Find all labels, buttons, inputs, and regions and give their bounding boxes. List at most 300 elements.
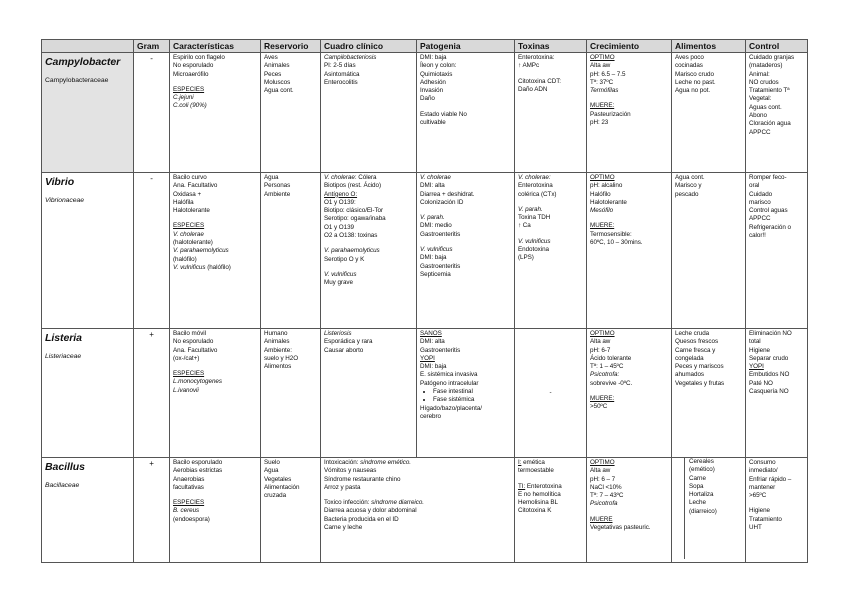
- cell-line: [518, 476, 583, 483]
- cell-line: OPTIMO: [590, 174, 615, 181]
- cell-line: (ox-/cat+): [173, 354, 200, 362]
- bacteria-summary-table: [41, 39, 808, 563]
- cell-line: Asintomática: [324, 70, 360, 78]
- cell-line: Íleon y colon:: [420, 62, 457, 70]
- cell-line: >65ºC: [749, 492, 767, 500]
- cell-line: E no hemolítica: [518, 490, 561, 498]
- caracteristicas-cell: [170, 173, 261, 329]
- cell-line: ahumados: [675, 371, 705, 379]
- cell-line: DMI: alta: [420, 182, 445, 190]
- cell-line: O1 y O139:: [324, 198, 356, 206]
- cell-line: Tratamiento Tª: [749, 87, 790, 95]
- cell-line: Termosensible:: [590, 230, 632, 238]
- cell-line: sobrevive -0ºC.: [590, 379, 633, 387]
- cell-line: cruzada: [264, 492, 287, 500]
- cell-line: Aves poco: [675, 54, 704, 61]
- cell-line: Toxina TDH: [518, 214, 551, 222]
- alimentos-cell: [672, 329, 746, 458]
- cell-line: Colonización ID: [420, 198, 464, 206]
- cell-line: Cloración agua: [749, 120, 791, 128]
- cell-line: OPTIMO: [590, 459, 615, 466]
- cell-line: pescado: [675, 190, 699, 198]
- cell-line: V. cholerae: Cólera: [324, 174, 377, 181]
- cell-line: Alimentación: [264, 483, 300, 491]
- cell-line: Bacilo curvo: [173, 174, 207, 181]
- cell-line: Ana. Facultativo: [173, 346, 218, 354]
- alimentos-cell: [672, 173, 746, 329]
- list-item: • Fase sistémica: [433, 396, 511, 404]
- cell-line: Citotoxina K: [518, 507, 552, 515]
- gram-cell: +: [134, 458, 170, 563]
- cell-line: Serotipo: ogawa/inaba: [324, 215, 386, 223]
- cell-line: Agua cont.: [264, 87, 294, 95]
- cell-line: Oxidasa +: [173, 190, 202, 198]
- cell-line: E. sistémica invasiva: [420, 371, 478, 379]
- cell-line: SANOS: [420, 330, 442, 337]
- cell-line: Endotoxina: [518, 246, 550, 254]
- cell-line: Cuidado granjas: [749, 54, 795, 61]
- family-name: Bacillaceae: [45, 481, 80, 489]
- header-reservorio: Reservorio: [261, 40, 321, 53]
- cell-line: [590, 215, 668, 222]
- cell-line: pH: alcalino: [590, 182, 623, 190]
- cell-line: Gastroenteritis: [420, 230, 461, 238]
- cell-line: [324, 492, 511, 499]
- table-row-bacillus: [42, 458, 808, 563]
- header-caracteristicas: Características: [170, 40, 261, 53]
- cell-line: [590, 388, 668, 395]
- cell-line: Animales: [264, 62, 290, 70]
- table-row-campylobacter: [42, 53, 808, 173]
- cell-line: Higiene: [749, 346, 771, 354]
- cell-line: Agua: [264, 174, 279, 181]
- cell-line: Bacilo móvil: [173, 330, 206, 337]
- table-row-vibrio: [42, 173, 808, 329]
- cell-line: pH: 6.5 – 7.5: [590, 70, 626, 78]
- cell-line: Separar crudo: [749, 354, 789, 362]
- cell-line: Halófila: [173, 198, 194, 206]
- genus-name: Bacillus: [45, 461, 85, 473]
- cell-line: V. cholerae: [173, 230, 204, 238]
- caracteristicas-cell: [170, 53, 261, 173]
- cell-line: Espirilo con flagelo: [173, 54, 225, 61]
- cell-line: Antígeno O:: [324, 190, 358, 198]
- cell-line: pH: 6-7: [590, 346, 611, 354]
- toxinas-cell: [515, 173, 587, 329]
- cell-line: [420, 207, 511, 214]
- cell-line: Campilobacteriosis: [324, 54, 377, 61]
- organism-cell: [42, 173, 134, 329]
- cell-line: Diarrea acuosa y dolor abdominal: [324, 507, 417, 515]
- cell-line: Alimentos: [264, 363, 292, 371]
- crecimiento-cell: [587, 458, 672, 563]
- cell-line: (halotolerante): [173, 239, 213, 247]
- patogenia-bullets: [420, 388, 511, 405]
- cell-line: (endoespora): [173, 515, 210, 523]
- cell-line: Consumo: [749, 459, 776, 466]
- family-name: Campylobacteraceae: [45, 76, 109, 84]
- cell-line: Invasión: [420, 87, 444, 95]
- cell-line: Enterocolitis: [324, 78, 358, 86]
- cell-line: Embutidos NO: [749, 371, 790, 379]
- cell-line: DMI: baja: [420, 54, 447, 61]
- cell-line: V. parahaemolyticus: [324, 247, 380, 255]
- cell-line: Septicemia: [420, 270, 451, 278]
- cell-line: Diarrea + deshidrat.: [420, 190, 475, 198]
- cell-line: total: [749, 338, 761, 346]
- cell-line: Aguas cont.: [749, 103, 782, 111]
- cell-line: V. vulnificus: [420, 246, 453, 254]
- cell-line: Aves: [264, 54, 278, 61]
- cell-line: Eliminación NO: [749, 330, 792, 337]
- cell-line: Tª: 1 – 45ºC: [590, 363, 624, 371]
- cell-line: 60ºC, 10 – 30mins.: [590, 239, 643, 247]
- organism-cell: [42, 53, 134, 173]
- cell-line: Esporádica y rara: [324, 338, 373, 346]
- cell-line: Pasteurización: [590, 110, 631, 118]
- cell-line: Higiene: [749, 507, 771, 515]
- cell-line: V. cholerae: [420, 174, 451, 181]
- cell-line: Carne y leche: [324, 524, 363, 532]
- cell-line: Tª: 37ºC: [590, 78, 614, 86]
- cell-line: Estado viable No: [420, 110, 467, 118]
- cell-line: MUERE:: [590, 222, 615, 230]
- cell-line: Animales: [264, 338, 290, 346]
- cell-line: YOPI: [749, 363, 764, 371]
- control-cell: [746, 173, 808, 329]
- cell-line: [324, 240, 413, 247]
- cell-line: Anaerobias: [173, 475, 205, 483]
- cell-line: V. vulnificus: [324, 270, 357, 278]
- cuadro-clinico-cell: [321, 173, 417, 329]
- genus-name: Listeria: [45, 332, 82, 344]
- genus-name: Vibrio: [45, 176, 75, 188]
- organism-cell: [42, 458, 134, 563]
- cell-line: Alta aw: [590, 467, 611, 475]
- cell-line: (diarreico): [689, 507, 717, 515]
- cell-line: (halófilo): [173, 255, 197, 263]
- cell-line: Agua cont.: [675, 174, 705, 181]
- cell-line: Suelo: [264, 459, 280, 466]
- caracteristicas-cell: [170, 458, 261, 563]
- cell-line: Mesófilo: [590, 207, 614, 215]
- cell-line: O1 y O139: [324, 223, 355, 231]
- cell-line: marisco: [749, 198, 771, 206]
- cell-line: O2 a O138: toxinas: [324, 232, 378, 240]
- toxinas-cell: [515, 329, 587, 458]
- cell-line: V. parah.: [420, 214, 445, 222]
- cell-line: Hemolisina BL: [518, 499, 558, 507]
- cell-line: DMI: baja: [420, 254, 447, 262]
- cell-line: C.jejuni: [173, 94, 194, 102]
- cell-line: Leche cruda: [675, 330, 710, 337]
- family-name: Vibrionaceae: [45, 196, 84, 204]
- cell-line: Personas: [264, 182, 291, 190]
- header-control: Control: [746, 40, 808, 53]
- cell-line: ESPECIES: [173, 499, 205, 507]
- patogenia-cell: [417, 53, 515, 173]
- header-alimentos: Alimentos: [672, 40, 746, 53]
- header-patogenia: Patogenia: [417, 40, 515, 53]
- cell-line: Psicotrofa: [590, 500, 618, 508]
- cell-line: calor!!: [749, 232, 766, 240]
- cell-line: Tª: 7 – 43ºC: [590, 492, 624, 500]
- cell-line: DMI: alta: [420, 338, 445, 346]
- cell-line: Enterotoxina: [518, 182, 553, 190]
- patogenia-list: [420, 330, 511, 388]
- patogenia-cell: [417, 329, 515, 458]
- cell-line: mantener: [749, 483, 776, 491]
- cell-line: ESPECIES: [173, 85, 205, 93]
- cell-line: Enterotoxina:: [518, 54, 555, 61]
- cell-line: [590, 95, 668, 102]
- cell-line: [420, 104, 511, 111]
- cell-line: Refrigeración o: [749, 223, 791, 231]
- cell-line: Agua: [264, 467, 279, 475]
- cell-line: UHT: [749, 524, 762, 532]
- cell-line: MUERE: [590, 515, 613, 523]
- gram-cell: -: [134, 173, 170, 329]
- cell-line: ESPECIES: [173, 370, 205, 378]
- header-crecimiento: Crecimiento: [587, 40, 672, 53]
- cell-line: [518, 71, 583, 78]
- cell-line: Marisco crudo: [675, 70, 714, 78]
- control-cell: [746, 53, 808, 173]
- cell-line: Bacteria producida en el ID: [324, 515, 399, 523]
- crecimiento-cell: [587, 329, 672, 458]
- cell-line: V. parah.: [518, 205, 543, 213]
- header-gram: Gram: [134, 40, 170, 53]
- cell-line: Ambiente: [264, 190, 291, 198]
- cell-line: Agua no pot.: [675, 87, 711, 95]
- toxinas-value: -: [549, 388, 552, 396]
- cell-line: Peces y mariscos: [675, 363, 724, 371]
- cell-line: facultativas: [173, 483, 204, 491]
- cell-line: [590, 509, 668, 516]
- cell-line: V. parahaemolyticus: [173, 247, 229, 255]
- cell-line: Control aguas: [749, 207, 788, 215]
- cell-line: cocinadas: [675, 62, 703, 70]
- cell-line: PI: 2-5 días: [324, 62, 356, 70]
- cell-line: MUERE:: [590, 395, 615, 403]
- cell-line: [173, 492, 257, 499]
- patogenia-cell: [417, 173, 515, 329]
- reservorio-cell: [261, 329, 321, 458]
- cell-line: Peces: [264, 70, 282, 78]
- cell-line: Vegetales y frutas: [675, 379, 725, 387]
- cell-line: Serotipo O y K: [324, 255, 365, 263]
- cuadro-clinico-patogenia-cell: [321, 458, 515, 563]
- cuadro-clinico-cell: [321, 53, 417, 173]
- cell-line: Vómitos y nauseas: [324, 467, 377, 475]
- cell-line: V. vulnificus: [518, 237, 551, 245]
- cell-line: ESPECIES: [173, 222, 205, 230]
- cell-line: No esporulado: [173, 338, 214, 346]
- family-name: Listeriaceae: [45, 352, 82, 360]
- cell-line: Leche no past.: [675, 78, 716, 86]
- cell-line: TI: Enterotoxina: [518, 482, 562, 490]
- cell-line: ↑ AMPc: [518, 62, 540, 70]
- cell-line: (emético): [689, 466, 715, 474]
- cell-line: Hortaliza: [689, 491, 714, 499]
- genus-name: Campylobacter: [45, 56, 121, 68]
- cell-line: Cuidado: [749, 190, 773, 198]
- cell-line: Vegetales: [264, 475, 292, 483]
- cell-line: [173, 215, 257, 222]
- cell-line: DMI: baja: [420, 363, 447, 371]
- cell-line: L.ivanovii: [173, 386, 199, 394]
- cell-line: [420, 239, 511, 246]
- cell-line: B. cereus: [173, 507, 200, 515]
- toxinas-cell: [515, 53, 587, 173]
- cell-line: [749, 500, 804, 507]
- alimentos-cell: [672, 53, 746, 173]
- cell-line: OPTIMO: [590, 330, 615, 337]
- cell-line: [518, 231, 583, 238]
- cell-line: Hígado/bazo/placenta/: [420, 404, 482, 412]
- cell-line: Leche: [689, 499, 706, 507]
- cell-line: Psicotrofa:: [590, 371, 620, 379]
- cell-line: Listeriosis: [324, 330, 352, 337]
- header-toxinas: Toxinas: [515, 40, 587, 53]
- crecimiento-cell: [587, 53, 672, 173]
- cell-line: Halotolerante: [590, 198, 627, 206]
- control-cell: [746, 458, 808, 563]
- cell-line: [518, 199, 583, 206]
- cell-line: I: emética: [518, 459, 545, 466]
- cell-line: Biotipo: clásico/El-Tor: [324, 207, 384, 215]
- cell-line: Bacilo esporulado: [173, 459, 223, 466]
- cell-line: Biotipos (rest. Ácido): [324, 182, 381, 190]
- cell-line: YOPI: [420, 354, 435, 362]
- toxinas-cell: [515, 458, 587, 563]
- gram-cell: -: [134, 53, 170, 173]
- cell-line: Síndrome restaurante chino: [324, 475, 401, 483]
- cell-line: Animal:: [749, 70, 770, 78]
- patogenia-list: [420, 405, 511, 422]
- cell-line: MUERE:: [590, 102, 615, 110]
- cell-line: NaCl <10%: [590, 483, 622, 491]
- alimentos-cell: [672, 458, 746, 563]
- cell-line: Alta aw: [590, 338, 611, 346]
- cell-line: Carne fresca y: [675, 346, 716, 354]
- cell-line: DMI: medio: [420, 222, 452, 230]
- cell-line: NO crudos: [749, 78, 779, 86]
- cell-line: Muy grave: [324, 279, 353, 287]
- caracteristicas-cell: [170, 329, 261, 458]
- cell-line: Halotolerante: [173, 207, 210, 215]
- cell-line: >50ºC: [590, 403, 608, 411]
- cell-line: Moluscos: [264, 78, 291, 86]
- organism-cell: [42, 329, 134, 458]
- cell-line: Quimiotaxis: [420, 70, 453, 78]
- alimentos-list: [684, 458, 742, 559]
- cell-line: Sopa: [689, 482, 704, 490]
- cell-line: [173, 79, 257, 86]
- list-item: • Fase intestinal: [433, 388, 511, 396]
- cell-line: Carne: [689, 474, 706, 482]
- cell-line: Gastroenteritis: [420, 346, 461, 354]
- cell-line: Cereales: [689, 458, 714, 465]
- control-cell: [746, 329, 808, 458]
- cell-line: Halófilo: [590, 190, 611, 198]
- cell-line: [324, 264, 413, 271]
- cell-line: Paté NO: [749, 379, 773, 387]
- header-cuadro-clinico: Cuadro clínico: [321, 40, 417, 53]
- cell-line: Causar aborto: [324, 346, 364, 354]
- cell-line: inmediato/: [749, 467, 778, 475]
- cell-line: Vegetal:: [749, 95, 772, 103]
- cell-line: Toxico infección: síndrome diarreico.: [324, 499, 425, 507]
- cell-line: Patógeno intracelular: [420, 379, 479, 387]
- cell-line: Humano: [264, 330, 288, 337]
- table-row-listeria: [42, 329, 808, 458]
- cell-line: Casquería NO: [749, 388, 789, 396]
- reservorio-cell: [261, 53, 321, 173]
- cell-line: oral: [749, 182, 760, 190]
- reservorio-cell: [261, 458, 321, 563]
- cell-line: [173, 363, 257, 370]
- summary-table-container: [41, 39, 808, 563]
- cell-line: Marisco y: [675, 182, 702, 190]
- cell-line: Arroz y pasta: [324, 483, 361, 491]
- cell-line: (LPS): [518, 254, 534, 262]
- cell-line: ↑ Ca: [518, 222, 531, 230]
- cell-line: OPTIMO: [590, 54, 615, 61]
- crecimiento-cell: [587, 173, 672, 329]
- cell-line: Enfriar rápido –: [749, 475, 792, 483]
- cell-line: V. cholerae:: [518, 174, 551, 181]
- cell-line: (mataderos): [749, 62, 783, 70]
- cell-line: Ambiente:: [264, 346, 292, 354]
- cell-line: Romper feco-: [749, 174, 787, 181]
- cell-line: C.coli (90%): [173, 102, 207, 110]
- cell-line: APPCC: [749, 128, 771, 136]
- cell-line: Ácido tolerante: [590, 354, 632, 362]
- cell-line: V. vulnificus (halófilo): [173, 263, 231, 271]
- cell-line: Intoxicación: síndrome emético.: [324, 459, 412, 466]
- cell-line: Citotoxina CDT:: [518, 77, 561, 85]
- cell-line: No esporulado: [173, 62, 214, 70]
- header-organism: [42, 40, 134, 53]
- cell-line: APPCC: [749, 215, 771, 223]
- cell-line: Vegetativas pasteuric.: [590, 524, 651, 532]
- reservorio-cell: [261, 173, 321, 329]
- header-row: [42, 40, 808, 53]
- cell-line: L.monocytogenes: [173, 378, 222, 386]
- cell-line: congelada: [675, 354, 704, 362]
- cell-line: cultivable: [420, 119, 446, 127]
- cell-line: Quesos frescos: [675, 338, 719, 346]
- cuadro-clinico-cell: [321, 329, 417, 458]
- cell-line: Tratamiento: [749, 515, 782, 523]
- gram-cell: +: [134, 329, 170, 458]
- cell-line: suelo y H2O: [264, 354, 299, 362]
- cell-line: Gastroenteritis: [420, 262, 461, 270]
- cell-line: Ana. Facultativo: [173, 182, 218, 190]
- cell-line: Abono: [749, 112, 767, 120]
- cell-line: Aerobias estrictas: [173, 467, 223, 475]
- cell-line: cerebro: [420, 412, 442, 420]
- cell-line: Adhesión: [420, 78, 446, 86]
- cell-line: pH: 6 – 7: [590, 475, 616, 483]
- cell-line: colérica (CTx): [518, 190, 557, 198]
- cell-line: Daño: [420, 95, 435, 103]
- cell-line: Microaerófilo: [173, 70, 209, 78]
- cell-line: pH: 23: [590, 119, 609, 127]
- cell-line: termoestable: [518, 467, 554, 475]
- cell-line: Daño ADN: [518, 85, 548, 93]
